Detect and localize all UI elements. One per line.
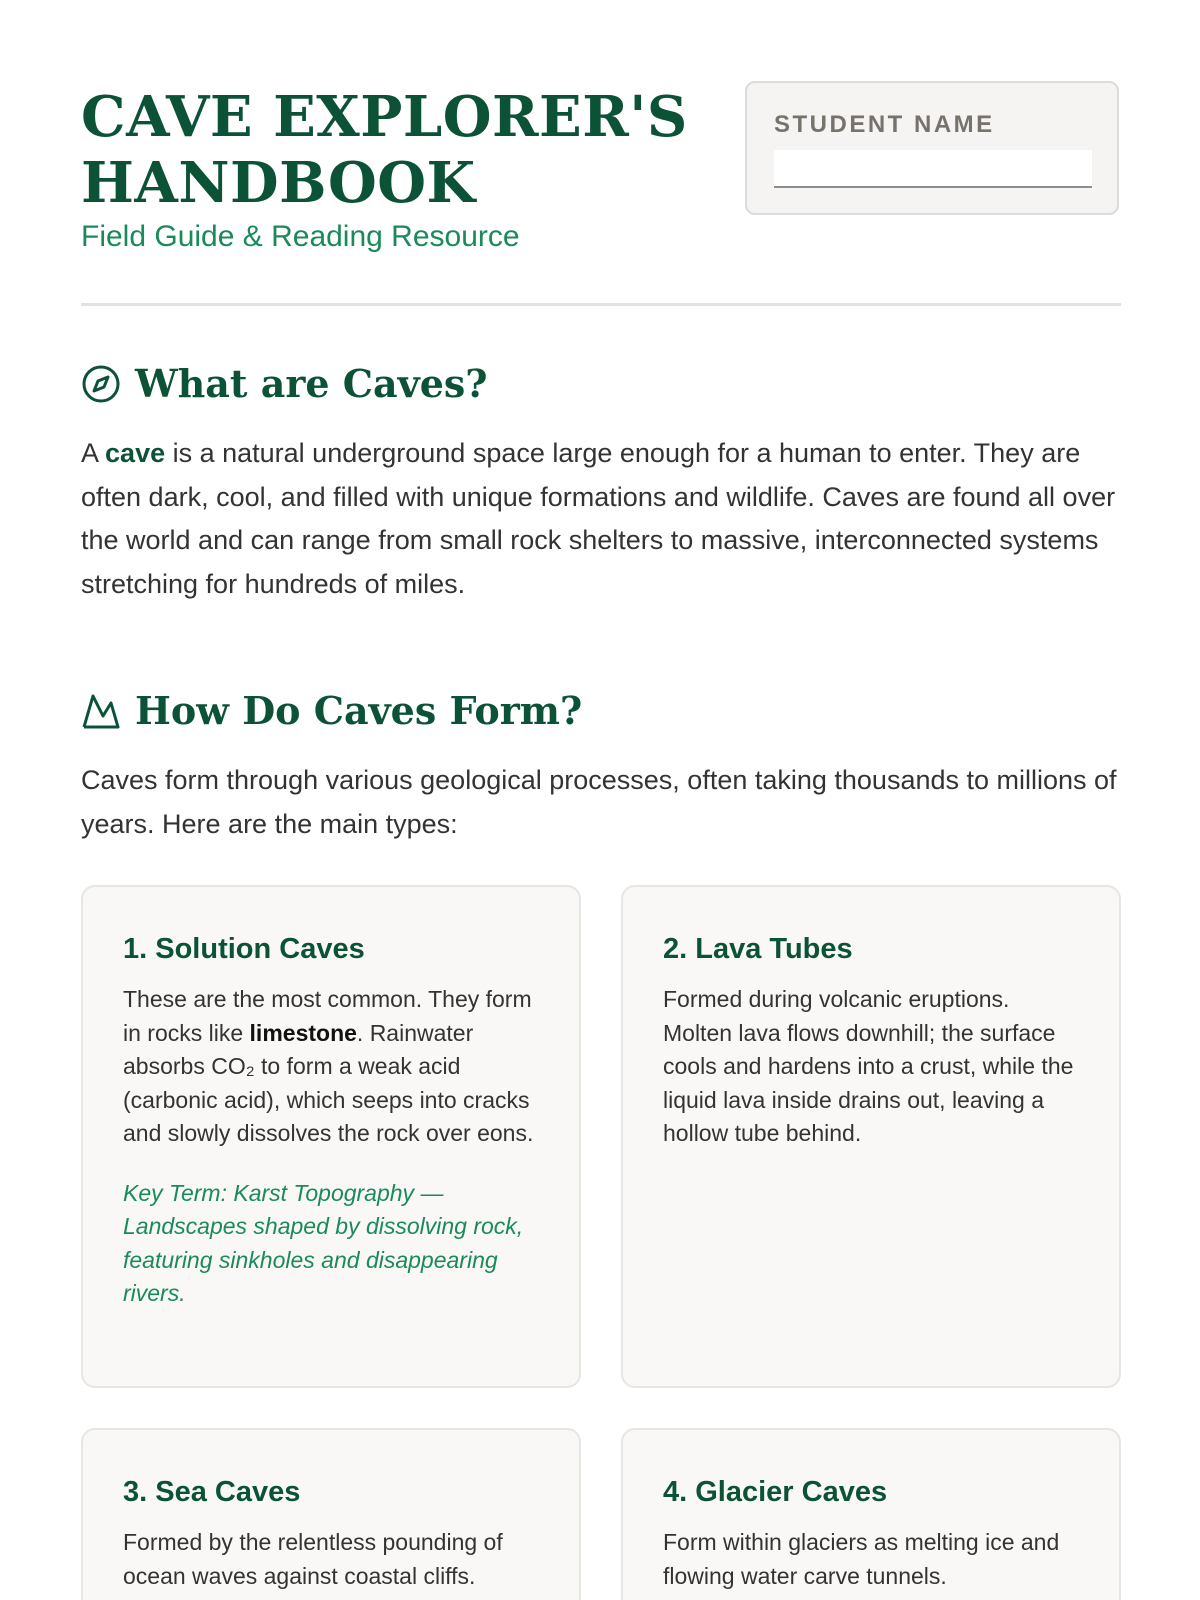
title-line-1: CAVE EXPLORER'S: [81, 84, 688, 150]
page-title: [81, 84, 688, 216]
paragraph-text: A: [81, 438, 106, 468]
key-term-note: Key Term: Karst Topography — Landscapes shaped by dissolving rock, featuring sinkholes and disappearing rivers.: [123, 1179, 524, 1306]
student-name-input[interactable]: [774, 150, 1092, 188]
card-text: These are the most common. They form in rocks like: [123, 986, 532, 1046]
page-subtitle: Field Guide & Reading Resource: [81, 220, 520, 253]
paragraph-text: is a natural underground space large enough for a human to enter. They are often dark, cool, and filled with unique formations and wildlife. Caves are found all over the world and can range from small rock shelters to massive, interconnected systems stretching for hundreds of miles.: [81, 438, 1116, 599]
how-caves-form-intro: Caves form through various geological processes, often taking thousands to millions of years. Here are the main types:: [81, 765, 1117, 839]
mountain-icon: [81, 691, 121, 731]
cave-type-card-glacier: [621, 1428, 1121, 1600]
card-body: Formed during volcanic eruptions. Molten lava flows downhill; the surface cools and hardens into a crust, while the liquid lava inside drains out, leaving a hollow tube behind.: [663, 986, 1074, 1146]
student-name-label: STUDENT NAME: [774, 111, 995, 138]
cave-type-card-sea: [81, 1428, 581, 1600]
card-title: 4. Glacier Caves: [663, 1476, 888, 1508]
section-heading-what-are-caves: [81, 361, 488, 407]
page-header: [81, 0, 1121, 306]
bold-term-limestone: limestone: [249, 1019, 357, 1046]
card-body: Form within glaciers as melting ice and flowing water carve tunnels.: [663, 1529, 1060, 1589]
what-are-caves-paragraph: [81, 432, 1121, 606]
bold-term-cave: cave: [105, 438, 166, 468]
handbook-page: [81, 0, 1121, 1589]
card-body: Formed by the relentless pounding of ocean waves against coastal cliffs.: [123, 1529, 503, 1589]
section-heading-how-caves-form: [81, 688, 582, 734]
section-heading-text: How Do Caves Form?: [135, 688, 583, 733]
cave-type-card-solution: [81, 885, 581, 1388]
card-title: 2. Lava Tubes: [663, 933, 853, 965]
cave-type-card-lava: [621, 885, 1121, 1388]
student-name-box: [745, 81, 1119, 215]
card-title: 1. Solution Caves: [123, 933, 365, 965]
card-body: [123, 983, 539, 1151]
title-line-2: HANDBOOK: [81, 150, 476, 216]
card-text: . Rainwater absorbs CO₂ to form a weak acid (carbonic acid), which seeps into cracks and slowly dissolves the rock over eons.: [123, 1019, 534, 1146]
section-heading-text: What are Caves?: [135, 361, 488, 406]
card-title: 3. Sea Caves: [123, 1476, 301, 1508]
compass-icon: [81, 364, 121, 404]
